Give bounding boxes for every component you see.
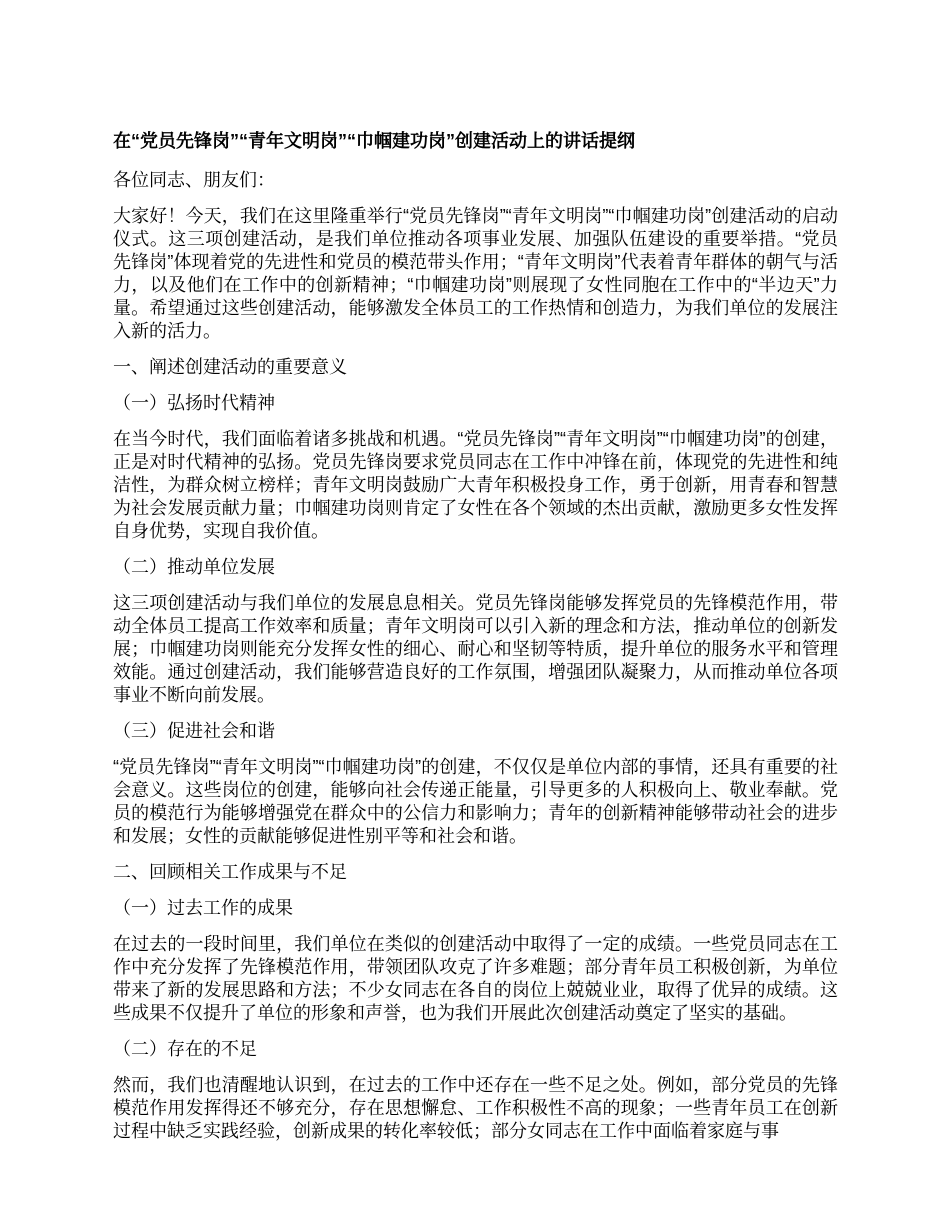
opening-paragraph: 大家好！今天，我们在这里隆重举行“党员先锋岗”“青年文明岗”“巾帼建功岗”创建活动的启动仪式。这三项创建活动，是我们单位推动各项事业发展、加强队伍建设的重要举措。“党员先锋岗”体现着党的先进性和党员的模范带头作用；“青年文明岗”代表着青年群体的朝气与活力，以及他们在工作中的创新精神；“巾帼建功岗”则展现了女性同胞在工作中的“半边天”力量。希望通过这些创建活动，能够激发全体员工的工作热情和创造力，为我们单位的发展注入新的活力。 [113, 206, 838, 341]
section-1-2-paragraph: 这三项创建活动与我们单位的发展息息相关。党员先锋岗能够发挥党员的先锋模范作用，带动全体员工提高工作效率和质量；青年文明岗可以引入新的理念和方法，推动单位的创新发展；巾帼建功岗则能充分发挥女性的细心、耐心和坚韧等特质，提升单位的服务水平和管理效能。通过创建活动，我们能够营造良好的工作氛围，增强团队凝聚力，从而推动单位各项事业不断向前发展。 [113, 593, 838, 705]
section-1-3-heading: （三）促进社会和谐 [113, 721, 275, 741]
section-2-2-paragraph: 然而，我们也清醒地认识到，在过去的工作中还存在一些不足之处。例如，部分党员的先锋模范作用发挥得还不够充分，存在思想懈怠、工作积极性不高的现象；一些青年员工在创新过程中缺乏实践经验，创新成果的转化率较低；部分女同志在工作中面临着家庭与事 [113, 1075, 838, 1141]
section-1-1-paragraph: 在当今时代，我们面临着诸多挑战和机遇。“党员先锋岗”“青年文明岗”“巾帼建功岗”的创建，正是对时代精神的弘扬。党员先锋岗要求党员同志在工作中冲锋在前，体现党的先进性和纯洁性，为群众树立榜样；青年文明岗鼓励广大青年积极投身工作，勇于创新，用青春和智慧为社会发展贡献力量；巾帼建功岗则肯定了女性在各个领域的杰出贡献，激励更多女性发挥自身优势，实现自我价值。 [113, 429, 838, 541]
section-1-1-heading: （一）弘扬时代精神 [113, 393, 275, 413]
section-2-1-paragraph: 在过去的一段时间里，我们单位在类似的创建活动中取得了一定的成绩。一些党员同志在工作中充分发挥了先锋模范作用，带领团队攻克了许多难题；部分青年员工积极创新，为单位带来了新的发展思路和方法；不少女同志在各自的岗位上兢兢业业，取得了优异的成绩。这些成果不仅提升了单位的形象和声誉，也为我们开展此次创建活动奠定了坚实的基础。 [113, 934, 838, 1023]
section-2-heading: 二、回顾相关工作成果与不足 [113, 862, 347, 882]
section-1-3-paragraph: “党员先锋岗”“青年文明岗”“巾帼建功岗”的创建，不仅仅是单位内部的事情，还具有重要的社会意义。这些岗位的创建，能够向社会传递正能量，引导更多的人积极向上、敬业奉献。党员的模范行为能够增强党在群众中的公信力和影响力；青年的创新精神能够带动社会的进步和发展；女性的贡献能够促进性别平等和社会和谐。 [113, 757, 838, 846]
section-2-2-heading: （二）存在的不足 [113, 1039, 257, 1059]
section-1-heading: 一、阐述创建活动的重要意义 [113, 357, 347, 377]
section-2-1-heading: （一）过去工作的成果 [113, 898, 293, 918]
document-title: 在“党员先锋岗”“青年文明岗”“巾帼建功岗”创建活动上的讲话提纲 [113, 131, 635, 151]
salutation: 各位同志、朋友们： [113, 170, 275, 190]
section-1-2-heading: （二）推动单位发展 [113, 557, 275, 577]
